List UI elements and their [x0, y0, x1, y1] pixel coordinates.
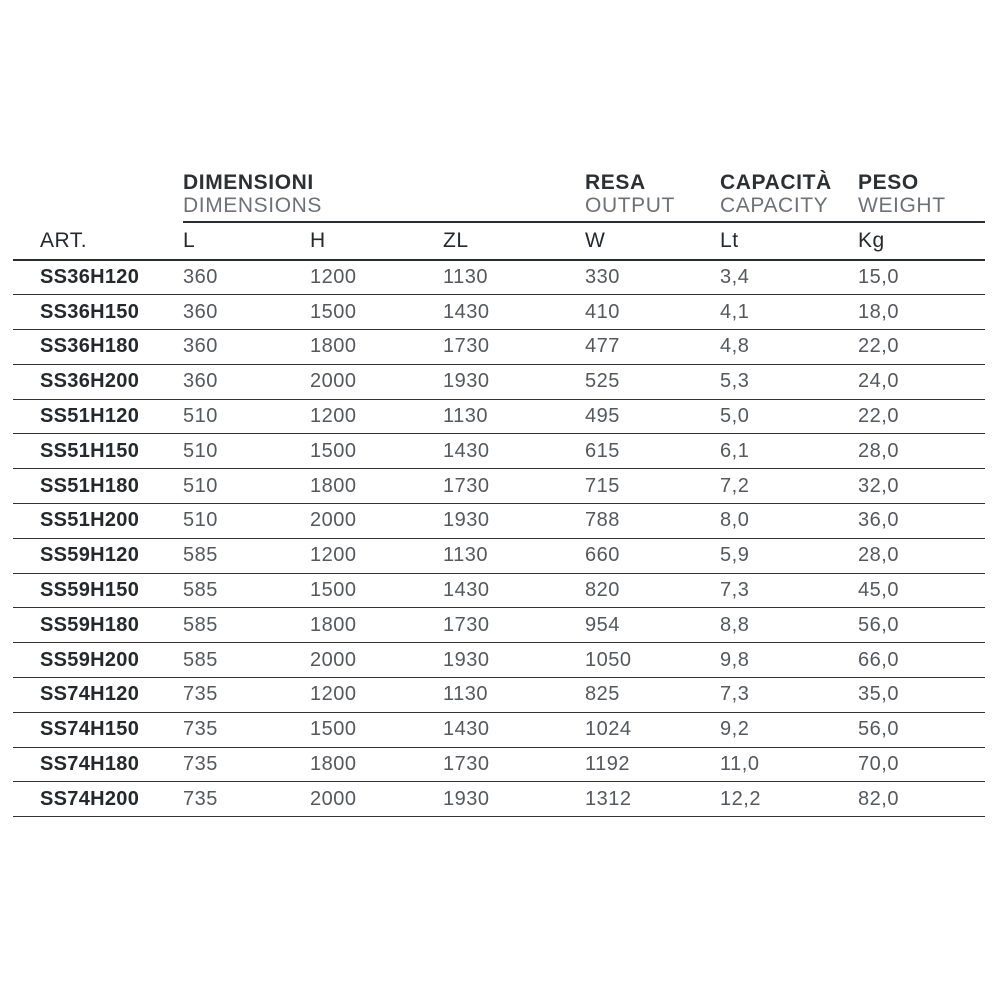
art-code-cell: SS59H180 — [13, 608, 183, 643]
unit-header-h: H — [310, 222, 443, 260]
value-cell-zl: 1130 — [443, 538, 585, 573]
value-cell-lt: 7,2 — [720, 469, 858, 504]
value-cell-zl: 1930 — [443, 782, 585, 817]
group-title-peso: PESO — [858, 171, 919, 194]
group-header-dimensions — [183, 170, 585, 222]
table-row — [13, 573, 985, 608]
art-column-header: ART. — [13, 222, 183, 260]
value-cell-l: 585 — [183, 538, 310, 573]
value-cell-kg: 22,0 — [858, 330, 985, 365]
value-cell-kg: 36,0 — [858, 504, 985, 539]
value-cell-lt: 8,0 — [720, 504, 858, 539]
value-cell-kg: 22,0 — [858, 399, 985, 434]
value-cell-l: 510 — [183, 504, 310, 539]
value-cell-lt: 6,1 — [720, 434, 858, 469]
value-cell-w: 715 — [585, 469, 720, 504]
value-cell-lt: 9,2 — [720, 712, 858, 747]
group-subtitle-output: OUTPUT — [585, 194, 675, 217]
art-code-cell: SS36H200 — [13, 364, 183, 399]
value-cell-kg: 66,0 — [858, 643, 985, 678]
value-cell-zl: 1930 — [443, 504, 585, 539]
value-cell-w: 495 — [585, 399, 720, 434]
value-cell-kg: 35,0 — [858, 678, 985, 713]
art-code-cell: SS59H120 — [13, 538, 183, 573]
group-subtitle-capacity: CAPACITY — [720, 194, 829, 217]
value-cell-h: 1800 — [310, 608, 443, 643]
value-cell-l: 510 — [183, 434, 310, 469]
value-cell-zl: 1130 — [443, 260, 585, 295]
group-header-row — [13, 170, 985, 222]
art-code-cell: SS74H180 — [13, 747, 183, 782]
value-cell-w: 1050 — [585, 643, 720, 678]
value-cell-lt: 12,2 — [720, 782, 858, 817]
spec-table — [13, 170, 985, 817]
table-row — [13, 330, 985, 365]
value-cell-l: 735 — [183, 782, 310, 817]
value-cell-kg: 15,0 — [858, 260, 985, 295]
value-cell-l: 360 — [183, 295, 310, 330]
value-cell-lt: 8,8 — [720, 608, 858, 643]
value-cell-lt: 4,1 — [720, 295, 858, 330]
art-code-cell: SS36H120 — [13, 260, 183, 295]
product-spec-table — [13, 170, 985, 817]
table-row — [13, 364, 985, 399]
value-cell-w: 788 — [585, 504, 720, 539]
value-cell-h: 1800 — [310, 469, 443, 504]
value-cell-h: 1500 — [310, 573, 443, 608]
value-cell-h: 1200 — [310, 260, 443, 295]
value-cell-zl: 1930 — [443, 364, 585, 399]
value-cell-h: 2000 — [310, 364, 443, 399]
value-cell-w: 1024 — [585, 712, 720, 747]
value-cell-l: 360 — [183, 260, 310, 295]
value-cell-kg: 56,0 — [858, 608, 985, 643]
value-cell-w: 615 — [585, 434, 720, 469]
value-cell-lt: 5,3 — [720, 364, 858, 399]
art-code-cell: SS74H200 — [13, 782, 183, 817]
group-header-capacity — [720, 170, 858, 222]
value-cell-kg: 24,0 — [858, 364, 985, 399]
value-cell-h: 1500 — [310, 295, 443, 330]
value-cell-lt: 7,3 — [720, 573, 858, 608]
art-code-cell: SS74H120 — [13, 678, 183, 713]
value-cell-l: 360 — [183, 330, 310, 365]
value-cell-lt: 5,0 — [720, 399, 858, 434]
value-cell-lt: 11,0 — [720, 747, 858, 782]
value-cell-zl: 1430 — [443, 712, 585, 747]
value-cell-kg: 28,0 — [858, 538, 985, 573]
value-cell-l: 510 — [183, 469, 310, 504]
table-row — [13, 504, 985, 539]
group-header-weight — [858, 170, 985, 222]
group-header-spacer — [13, 170, 183, 222]
art-code-cell: SS51H150 — [13, 434, 183, 469]
value-cell-w: 1192 — [585, 747, 720, 782]
table-row — [13, 678, 985, 713]
table-row — [13, 712, 985, 747]
unit-header-zl: ZL — [443, 222, 585, 260]
art-code-cell: SS74H150 — [13, 712, 183, 747]
value-cell-w: 820 — [585, 573, 720, 608]
value-cell-w: 477 — [585, 330, 720, 365]
value-cell-lt: 7,3 — [720, 678, 858, 713]
value-cell-lt: 3,4 — [720, 260, 858, 295]
value-cell-zl: 1730 — [443, 608, 585, 643]
value-cell-zl: 1430 — [443, 434, 585, 469]
value-cell-zl: 1430 — [443, 573, 585, 608]
table-row — [13, 260, 985, 295]
table-row — [13, 747, 985, 782]
value-cell-zl: 1930 — [443, 643, 585, 678]
table-row — [13, 295, 985, 330]
unit-header-l: L — [183, 222, 310, 260]
unit-header-w: W — [585, 222, 720, 260]
value-cell-l: 585 — [183, 608, 310, 643]
table-row — [13, 782, 985, 817]
value-cell-zl: 1430 — [443, 295, 585, 330]
table-row — [13, 643, 985, 678]
unit-header-row — [13, 222, 985, 260]
table-row — [13, 434, 985, 469]
value-cell-kg: 28,0 — [858, 434, 985, 469]
table-row — [13, 538, 985, 573]
value-cell-w: 660 — [585, 538, 720, 573]
art-code-cell: SS51H120 — [13, 399, 183, 434]
table-header — [13, 170, 985, 260]
value-cell-w: 330 — [585, 260, 720, 295]
value-cell-kg: 70,0 — [858, 747, 985, 782]
group-header-output — [585, 170, 720, 222]
value-cell-zl: 1130 — [443, 399, 585, 434]
value-cell-l: 735 — [183, 678, 310, 713]
art-code-cell: SS59H200 — [13, 643, 183, 678]
table-body — [13, 260, 985, 817]
value-cell-h: 1800 — [310, 747, 443, 782]
value-cell-lt: 4,8 — [720, 330, 858, 365]
value-cell-kg: 45,0 — [858, 573, 985, 608]
art-code-cell: SS51H180 — [13, 469, 183, 504]
value-cell-zl: 1730 — [443, 330, 585, 365]
art-code-cell: SS59H150 — [13, 573, 183, 608]
value-cell-zl: 1730 — [443, 469, 585, 504]
group-title-dimensioni: DIMENSIONI — [183, 171, 314, 194]
group-subtitle-weight: WEIGHT — [858, 194, 946, 217]
value-cell-l: 510 — [183, 399, 310, 434]
value-cell-h: 1500 — [310, 434, 443, 469]
value-cell-h: 2000 — [310, 782, 443, 817]
value-cell-w: 525 — [585, 364, 720, 399]
group-title-resa: RESA — [585, 171, 646, 194]
unit-header-kg: Kg — [858, 222, 985, 260]
value-cell-w: 410 — [585, 295, 720, 330]
value-cell-kg: 82,0 — [858, 782, 985, 817]
table-row — [13, 399, 985, 434]
art-code-cell: SS36H150 — [13, 295, 183, 330]
group-subtitle-dimensions: DIMENSIONS — [183, 194, 323, 217]
value-cell-h: 2000 — [310, 643, 443, 678]
unit-header-lt: Lt — [720, 222, 858, 260]
value-cell-h: 2000 — [310, 504, 443, 539]
table-row — [13, 469, 985, 504]
value-cell-h: 1500 — [310, 712, 443, 747]
art-code-cell: SS51H200 — [13, 504, 183, 539]
value-cell-l: 585 — [183, 643, 310, 678]
value-cell-h: 1200 — [310, 538, 443, 573]
value-cell-kg: 32,0 — [858, 469, 985, 504]
group-title-capacita: CAPACITÀ — [720, 171, 832, 194]
value-cell-l: 360 — [183, 364, 310, 399]
value-cell-h: 1200 — [310, 678, 443, 713]
value-cell-h: 1800 — [310, 330, 443, 365]
value-cell-kg: 18,0 — [858, 295, 985, 330]
value-cell-l: 585 — [183, 573, 310, 608]
value-cell-l: 735 — [183, 747, 310, 782]
value-cell-w: 825 — [585, 678, 720, 713]
value-cell-h: 1200 — [310, 399, 443, 434]
value-cell-kg: 56,0 — [858, 712, 985, 747]
table-row — [13, 608, 985, 643]
value-cell-lt: 9,8 — [720, 643, 858, 678]
value-cell-l: 735 — [183, 712, 310, 747]
value-cell-lt: 5,9 — [720, 538, 858, 573]
value-cell-zl: 1130 — [443, 678, 585, 713]
art-code-cell: SS36H180 — [13, 330, 183, 365]
value-cell-zl: 1730 — [443, 747, 585, 782]
value-cell-w: 954 — [585, 608, 720, 643]
value-cell-w: 1312 — [585, 782, 720, 817]
